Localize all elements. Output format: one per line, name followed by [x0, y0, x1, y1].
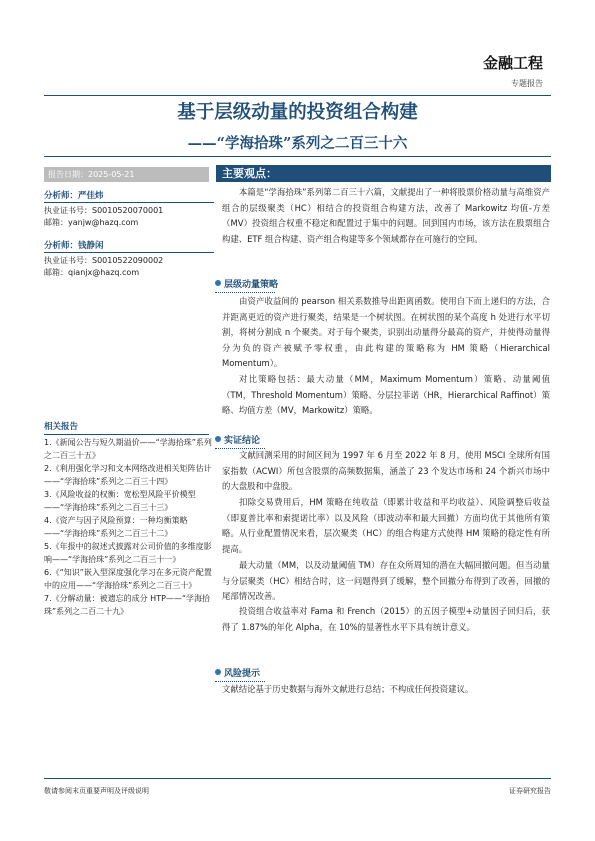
analyst-name: 分析师：严佳炜 [44, 190, 214, 203]
analyst-email[interactable]: 邮箱：qianjx@hazq.com [44, 268, 140, 277]
section-paragraph: 对比策略包括：最大动量（MM，Maximum Momentum）策略、动量阈值（TM，Threshold Momentum）策略、分层拉菲诺（HR，Hierarchical Raffinot）策略、均值方差（MV，Markowitz）策略。 [222, 374, 550, 415]
section-heading [215, 434, 550, 449]
footer-label: 证券研究报告 [509, 787, 551, 795]
related-report-item[interactable]: 6.《“知识”嵌入型深度强化学习在多元资产配置中的应用——“学海拾珠”系列之二百三十》 [44, 568, 212, 590]
section-underline [215, 292, 275, 293]
section-heading [215, 278, 550, 293]
page-title: 基于层级动量的投资组合构建 [177, 102, 418, 123]
section-title: 风险提示 [224, 669, 261, 679]
bullet-icon [215, 669, 221, 675]
analyst-cert: 执业证书号：S0010522090002 [44, 256, 164, 265]
footer-disclaimer[interactable]: 敬请参阅末页重要声明及评级说明 [44, 787, 149, 795]
title-divider [44, 156, 551, 157]
analyst-name: 分析师：钱静闲 [44, 240, 214, 253]
section-paragraph: 文献回测采用的时间区间为 1997 年 6 月至 2022 年 8 月，使用 MSCI 全球所有国家指数（ACWI）所包含股票的高频数据集，涵盖了 23 个发达市场和 24 个新兴市场中的大盘股和中盘股。 [222, 450, 550, 491]
key-points-title: 主要观点： [222, 167, 277, 180]
section-paragraph: 投资组合收益率对 Fama 和 French（2015）的五因子模型+动量因子回归后，获得了 1.87%的年化 Alpha，在 10%的显著性水平下具有统计意义。 [222, 606, 550, 632]
related-report-item[interactable]: 5.《年报中的叙述式披露对公司价值的多维度影响——“学海拾珠”系列之二百三十一》 [44, 542, 212, 564]
report-type: 专题报告 [511, 79, 543, 88]
related-report-item[interactable]: 2.《利用强化学习和文本网络改进相关矩阵估计 ——“学海拾珠”系列之二百三十四》 [44, 464, 212, 486]
footer-divider [44, 778, 551, 779]
related-reports-heading: 相关报告 [44, 420, 209, 435]
related-report-item[interactable]: 1.《新闻公告与短久期溢价——“学海拾珠”系列之二百三十五》 [44, 438, 212, 460]
related-report-item[interactable]: 4.《资产与因子风险预算：一种均衡策略——“学海拾珠”系列之二百三十二》 [44, 516, 188, 538]
header-divider [44, 95, 551, 96]
section-title: 层级动量策略 [224, 280, 279, 290]
section-paragraph: 文献结论基于历史数据与海外文献进行总结；不构成任何投资建议。 [222, 684, 474, 694]
header-brand [483, 52, 543, 89]
related-reports-list [44, 436, 212, 618]
section-heading [215, 667, 550, 682]
related-report-item[interactable]: 3.《风险收益的权衡：宽松型风险平价模型 ——“学海拾珠”系列之二百三十三》 [44, 490, 196, 512]
report-date: 报告日期：2025-05-21 [44, 167, 209, 182]
related-report-item[interactable]: 7.《分解动量：被遗忘的成分 HTP——“学海拾珠”系列之二百二十九》 [44, 594, 211, 616]
section-paragraph: 由资产收益间的 pearson 相关系数推导出距离函数。使用自下而上递归的方法，合并距离更近的资产进行聚类，结果是一个树状图。在树状图的某个高度 h 处进行水平切割，将树分割成 n 个聚类。对于每个聚类，识别出动量得分最高的资产，并使得动量得分为负的资产被赋予零权重，由此构建的策略称为 HM 策略（Hierarchical Momentum）。 [222, 296, 550, 368]
section-paragraph: 扣除交易费用后，HM 策略在纯收益（即累计收益和平均收益）、风险调整后收益（即夏普比率和索提诺比率）以及风险（即波动率和最大回撤）方面均优于其他所有策略。从行业配置情况来看，层次聚类（HC）的组合构建方式使得 HM 策略的稳定性有所提高。 [222, 497, 550, 554]
page-subtitle: ——“学海拾珠”系列之二百三十六 [187, 135, 408, 152]
analyst-card [44, 240, 214, 279]
section-paragraph: 最大动量（MM，以及动量阈值 TM）存在众所周知的潜在大幅回撤问题。但当动量与分层聚类（HC）相结合时，这一问题得到了缓解，整个回撤分布得到了改善，回撤的尾部情况改善。 [222, 560, 550, 601]
bullet-icon [215, 280, 221, 286]
analyst-cert: 执业证书号：S0010520070001 [44, 206, 164, 215]
section-title: 实证结论 [224, 436, 261, 446]
intro-paragraph: 本篇是“学海拾珠”系列第二百三十六篇，文献提出了一种将股票价格动量与高维资产组合的层级聚类（HC）相结合的投资组合构建方法，改善了 Markowitz 均值-方差（MV）投资组合权重不稳定和配置过于集中的问题。回到国内市场，该方法在股票组合构建、ETF 组合构建、资产组合构建等多个领域都存在可施行的空间。 [222, 187, 550, 244]
analyst-card [44, 190, 214, 229]
org-name: 金融工程 [482, 54, 543, 72]
analyst-email[interactable]: 邮箱：yanjw@hazq.com [44, 218, 139, 227]
bullet-icon [215, 436, 221, 442]
